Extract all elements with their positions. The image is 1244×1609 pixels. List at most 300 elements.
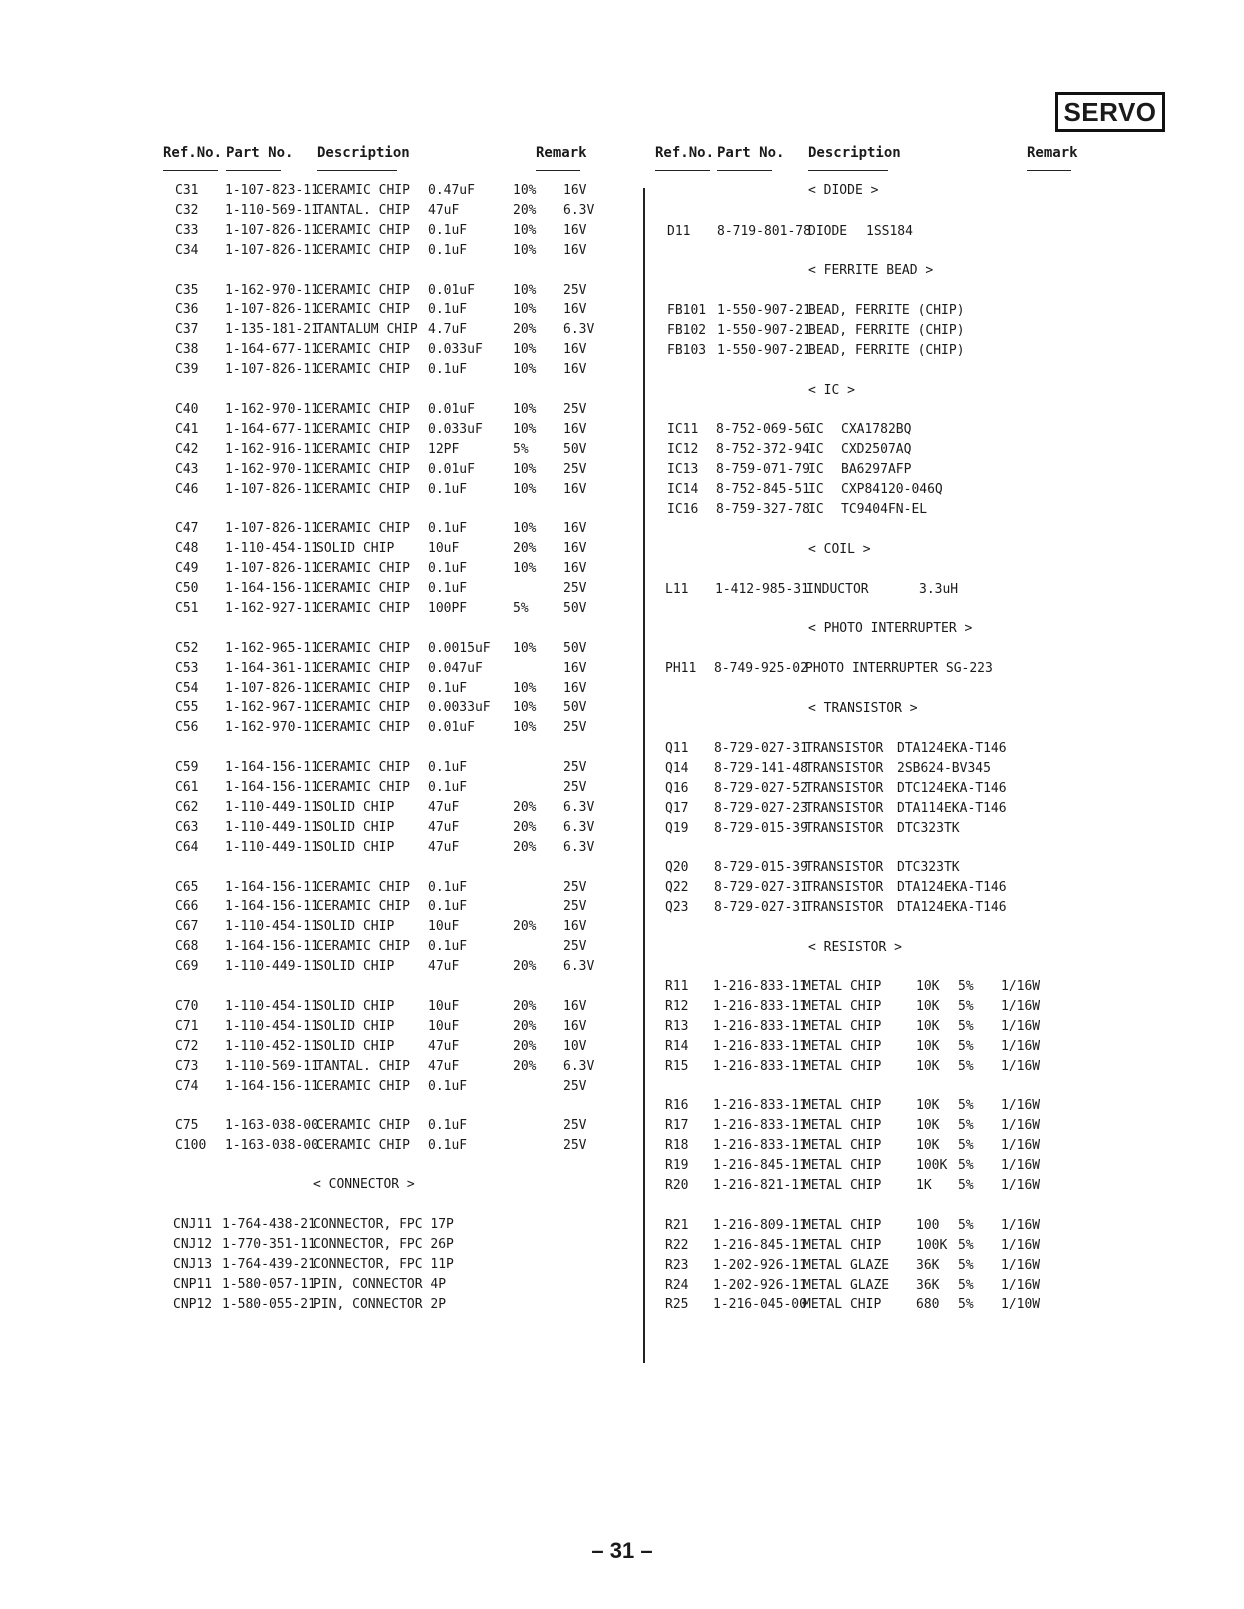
cell: 47uF	[428, 819, 460, 835]
cell: 0.01uF	[428, 401, 475, 417]
cell: 20%	[513, 819, 537, 835]
cell: PIN, CONNECTOR 2P	[313, 1296, 447, 1312]
cell: 8-729-015-39	[714, 820, 808, 836]
cell: METAL CHIP	[803, 1178, 882, 1193]
cell: IC	[808, 461, 824, 477]
cell: 5%	[958, 1277, 974, 1293]
cell: C64	[175, 839, 199, 855]
cell: 1/16W	[1001, 1178, 1041, 1193]
cell: 1-550-907-21	[717, 342, 811, 358]
cell: DTC323TK	[897, 820, 960, 836]
cell: 10uF	[428, 541, 460, 557]
cell: 1-216-833-11	[713, 1018, 807, 1034]
cell: 10%	[513, 183, 537, 198]
cell: 10%	[513, 561, 537, 577]
cell: IC14	[667, 481, 699, 497]
cell: 1-216-845-11	[713, 1158, 807, 1174]
cell: DTA124EKA-T146	[897, 741, 1007, 756]
cell: 16V	[563, 521, 587, 537]
cell: 5%	[513, 600, 529, 616]
cell: FB102	[667, 322, 707, 338]
cell: C41	[175, 421, 199, 437]
cell: 12PF	[428, 441, 460, 457]
cell: 10%	[513, 421, 537, 437]
cell: 16V	[563, 660, 587, 676]
cell: C35	[175, 282, 199, 298]
cell: C46	[175, 481, 199, 497]
cell: 20%	[513, 1038, 537, 1054]
cell: 1/16W	[1001, 1277, 1041, 1293]
header-ref-no: Ref.No.	[655, 145, 715, 161]
cell: 10%	[513, 401, 537, 417]
cell: 1-162-967-11	[225, 700, 319, 716]
cell: CONNECTOR, FPC 17P	[313, 1217, 454, 1232]
cell: 5%	[958, 1237, 974, 1253]
cell: 1-162-970-11	[225, 720, 319, 736]
cell: 47uF	[428, 959, 460, 975]
cell: 16V	[563, 541, 587, 557]
cell: Q14	[665, 760, 689, 776]
cell: METAL CHIP	[803, 1237, 882, 1253]
cell: 1-770-351-11	[222, 1236, 316, 1252]
cell: 1-110-452-11	[225, 1038, 319, 1054]
section-heading: < COIL >	[808, 542, 871, 557]
page-number: – 31 –	[591, 1538, 653, 1563]
cell: 1-164-677-11	[225, 421, 319, 437]
section-title-box: SERVO	[1055, 92, 1165, 132]
header-description: Description	[808, 145, 901, 161]
cell: R16	[665, 1098, 689, 1114]
cell: 5%	[958, 1217, 974, 1233]
cell: 0.1uF	[428, 561, 468, 577]
cell: CERAMIC CHIP	[316, 700, 410, 716]
cell: CERAMIC CHIP	[316, 441, 410, 457]
cell: BEAD, FERRITE (CHIP)	[808, 303, 965, 318]
cell: CNJ13	[173, 1256, 213, 1272]
cell: 1-110-454-11	[225, 541, 319, 557]
cell: L11	[665, 582, 689, 597]
cell: R15	[665, 1058, 689, 1074]
cell: 1-162-965-11	[225, 640, 319, 656]
cell: C71	[175, 1018, 199, 1034]
cell: 5%	[513, 441, 529, 457]
cell: C37	[175, 322, 199, 338]
underline	[717, 170, 772, 171]
cell: 1-202-926-11	[713, 1257, 807, 1273]
cell: 1-107-826-11	[225, 302, 319, 318]
cell: 0.1uF	[428, 939, 468, 955]
cell: 1-164-361-11	[225, 660, 319, 676]
cell: 36K	[916, 1277, 940, 1293]
cell: 10%	[513, 342, 537, 358]
cell: 8-729-027-31	[714, 900, 808, 916]
cell: CERAMIC CHIP	[316, 640, 410, 656]
cell: R11	[665, 979, 689, 994]
cell: 10K	[916, 998, 940, 1014]
cell: R12	[665, 998, 689, 1014]
cell: 16V	[563, 222, 587, 238]
cell: PHOTO INTERRUPTER SG-223	[805, 661, 993, 676]
cell: DIODE	[808, 224, 848, 239]
cell: 5%	[958, 1038, 974, 1054]
cell: CERAMIC CHIP	[316, 939, 410, 955]
cell: C61	[175, 780, 199, 795]
cell: 0.1uF	[428, 581, 468, 596]
cell: CERAMIC CHIP	[316, 242, 410, 258]
cell: 6.3V	[563, 322, 595, 338]
cell: 1-216-833-11	[713, 1098, 807, 1114]
cell: Q16	[665, 780, 689, 796]
underline	[163, 170, 218, 171]
cell: 36K	[916, 1257, 940, 1273]
cell: 50V	[563, 441, 587, 457]
cell: 8-752-372-94	[716, 441, 810, 457]
cell: C54	[175, 680, 199, 696]
cell: 8-729-015-39	[714, 860, 808, 876]
cell: 1-216-845-11	[713, 1237, 807, 1253]
cell: 1-580-055-21	[222, 1296, 316, 1312]
cell: CERAMIC CHIP	[316, 760, 410, 776]
cell: TRANSISTOR	[805, 760, 884, 776]
cell: CXD2507AQ	[841, 441, 912, 457]
cell: 20%	[513, 322, 537, 338]
cell: 10K	[916, 1018, 940, 1034]
cell: Q11	[665, 741, 689, 756]
cell: C52	[175, 640, 199, 656]
cell: 1-764-439-21	[222, 1256, 316, 1272]
cell: IC16	[667, 501, 699, 517]
cell: TANTAL. CHIP	[316, 202, 410, 218]
cell: 16V	[563, 183, 587, 198]
cell: 1-580-057-11	[222, 1276, 316, 1292]
cell: 100PF	[428, 600, 468, 616]
cell: CERAMIC CHIP	[316, 421, 410, 437]
cell: C70	[175, 998, 199, 1014]
cell: 1-162-927-11	[225, 600, 319, 616]
cell: 0.0015uF	[428, 640, 491, 656]
cell: 8-759-327-78	[716, 501, 810, 517]
cell: 5%	[958, 1098, 974, 1114]
underline	[536, 170, 580, 171]
cell: 4.7uF	[428, 322, 468, 338]
cell: IC13	[667, 461, 699, 477]
cell: C75	[175, 1118, 199, 1134]
header-remark: Remark	[1027, 145, 1078, 161]
cell: 1-135-181-21	[225, 322, 319, 338]
cell: 0.1uF	[428, 879, 468, 895]
cell: 1-164-156-11	[225, 760, 319, 776]
header-ref-no: Ref.No.	[163, 145, 223, 161]
cell: CERAMIC CHIP	[316, 581, 410, 596]
cell: R21	[665, 1217, 689, 1233]
cell: TRANSISTOR	[805, 880, 884, 896]
cell: 5%	[958, 979, 974, 994]
cell: C53	[175, 660, 199, 676]
cell: 1-216-833-11	[713, 1058, 807, 1074]
cell: 25V	[563, 581, 587, 596]
cell: DTA114EKA-T146	[897, 800, 1007, 816]
cell: 8-752-845-51	[716, 481, 810, 497]
cell: 1/16W	[1001, 1038, 1041, 1054]
cell: D11	[667, 224, 691, 239]
cell: 25V	[563, 401, 587, 417]
cell: 25V	[563, 720, 587, 736]
cell: C34	[175, 242, 199, 258]
header-remark: Remark	[536, 145, 587, 161]
cell: 16V	[563, 342, 587, 358]
cell: 5%	[958, 1178, 974, 1193]
cell: TRANSISTOR	[805, 800, 884, 816]
cell: R18	[665, 1138, 689, 1154]
cell: 10K	[916, 1098, 940, 1114]
cell: CNJ11	[173, 1217, 213, 1232]
cell: SOLID CHIP	[316, 541, 395, 557]
section-heading: < TRANSISTOR >	[808, 701, 918, 716]
cell: 1/16W	[1001, 1018, 1041, 1034]
cell: TANTALUM CHIP	[316, 322, 418, 338]
cell: IC	[808, 422, 824, 437]
cell: TRANSISTOR	[805, 820, 884, 836]
cell: 1-216-045-00	[713, 1297, 807, 1313]
cell: BEAD, FERRITE (CHIP)	[808, 342, 965, 358]
cell: 8-729-027-31	[714, 880, 808, 896]
cell: 25V	[563, 939, 587, 955]
cell: 20%	[513, 202, 537, 218]
cell: 10uF	[428, 1018, 460, 1034]
cell: Q22	[665, 880, 689, 896]
cell: FB101	[667, 303, 707, 318]
cell: 10V	[563, 1038, 587, 1054]
cell: 10%	[513, 700, 537, 716]
cell: 0.1uF	[428, 1138, 468, 1154]
cell: 1-107-826-11	[225, 561, 319, 577]
cell: 100	[916, 1217, 940, 1233]
cell: 0.1uF	[428, 481, 468, 497]
cell: CERAMIC CHIP	[316, 720, 410, 736]
cell: TRANSISTOR	[805, 900, 884, 916]
cell: 1-110-569-11	[225, 202, 319, 218]
cell: 16V	[563, 481, 587, 497]
cell: 50V	[563, 640, 587, 656]
cell: 1-764-438-21	[222, 1217, 316, 1232]
cell: 10%	[513, 282, 537, 298]
cell: 1-550-907-21	[717, 303, 811, 318]
cell: C67	[175, 919, 199, 935]
cell: CNJ12	[173, 1236, 213, 1252]
cell: 1/16W	[1001, 1237, 1041, 1253]
cell: 5%	[958, 1118, 974, 1134]
cell: 1-110-454-11	[225, 1018, 319, 1034]
cell: METAL CHIP	[803, 1217, 882, 1233]
cell: 47uF	[428, 202, 460, 218]
cell: C43	[175, 461, 199, 477]
underline	[808, 170, 888, 171]
cell: 47uF	[428, 1058, 460, 1074]
cell: 5%	[958, 1257, 974, 1273]
cell: METAL CHIP	[803, 1058, 882, 1074]
cell: 6.3V	[563, 959, 595, 975]
cell: 10%	[513, 302, 537, 318]
cell: 10K	[916, 1038, 940, 1054]
section-heading: < FERRITE BEAD >	[808, 263, 934, 278]
cell: 10%	[513, 640, 537, 656]
cell: 5%	[958, 1297, 974, 1313]
section-heading: < RESISTOR >	[808, 940, 902, 955]
cell: C39	[175, 362, 199, 378]
cell: CERAMIC CHIP	[316, 1118, 410, 1134]
cell: 50V	[563, 700, 587, 716]
cell: 1-164-156-11	[225, 1078, 319, 1094]
cell: 1/16W	[1001, 998, 1041, 1014]
cell: CNP11	[173, 1276, 213, 1292]
cell: 1/16W	[1001, 1058, 1041, 1074]
cell: SOLID CHIP	[316, 1018, 395, 1034]
cell: 1/16W	[1001, 1118, 1041, 1134]
cell: 0.1uF	[428, 242, 468, 258]
cell: 2SB624-BV345	[897, 760, 991, 776]
cell: 25V	[563, 899, 587, 915]
header-part-no: Part No.	[226, 145, 294, 161]
cell: 0.1uF	[428, 680, 468, 696]
cell: 10%	[513, 362, 537, 378]
cell: 1/16W	[1001, 1217, 1041, 1233]
cell: 5%	[958, 1158, 974, 1174]
cell: 1-216-833-11	[713, 1118, 807, 1134]
cell: 47uF	[428, 839, 460, 855]
cell: IC	[808, 501, 824, 517]
cell: Q19	[665, 820, 689, 836]
cell: 5%	[958, 1138, 974, 1154]
cell: C36	[175, 302, 199, 318]
cell: CERAMIC CHIP	[316, 401, 410, 417]
cell: 1/16W	[1001, 1257, 1041, 1273]
cell: 8-729-027-52	[714, 780, 808, 796]
cell: METAL CHIP	[803, 1098, 882, 1114]
cell: 0.1uF	[428, 780, 468, 795]
cell: 1-110-449-11	[225, 799, 319, 815]
cell: 16V	[563, 302, 587, 318]
cell: INDUCTOR	[806, 582, 869, 597]
header-part-no: Part No.	[717, 145, 785, 161]
cell: 1-164-156-11	[225, 780, 319, 795]
cell: CERAMIC CHIP	[316, 1138, 410, 1154]
cell: 6.3V	[563, 819, 595, 835]
cell: 3.3uH	[919, 582, 959, 597]
cell: METAL CHIP	[803, 1118, 882, 1134]
cell: 8-729-027-23	[714, 800, 808, 816]
cell: 25V	[563, 461, 587, 477]
cell: 8-719-801-78	[717, 224, 811, 239]
cell: 1/16W	[1001, 1098, 1041, 1114]
cell: METAL GLAZE	[803, 1257, 890, 1273]
cell: C31	[175, 183, 199, 198]
cell: C74	[175, 1078, 199, 1094]
cell: CXA1782BQ	[841, 422, 912, 437]
cell: CERAMIC CHIP	[316, 1078, 410, 1094]
cell: C48	[175, 541, 199, 557]
cell: C51	[175, 600, 199, 616]
cell: 20%	[513, 919, 537, 935]
cell: 25V	[563, 1138, 587, 1154]
cell: C62	[175, 799, 199, 815]
cell: 50V	[563, 600, 587, 616]
underline	[1027, 170, 1071, 171]
cell: 1-216-809-11	[713, 1217, 807, 1233]
cell: 10uF	[428, 998, 460, 1014]
cell: 1-162-970-11	[225, 282, 319, 298]
cell: 1/16W	[1001, 979, 1041, 994]
cell: CERAMIC CHIP	[316, 222, 410, 238]
cell: C32	[175, 202, 199, 218]
cell: 1-164-156-11	[225, 899, 319, 915]
cell: CERAMIC CHIP	[316, 461, 410, 477]
cell: METAL CHIP	[803, 1297, 882, 1313]
cell: PIN, CONNECTOR 4P	[313, 1276, 447, 1292]
cell: CXP84120-046Q	[841, 481, 943, 497]
cell: 5%	[958, 1018, 974, 1034]
cell: R17	[665, 1118, 689, 1134]
cell: CERAMIC CHIP	[316, 660, 410, 676]
cell: 1-107-826-11	[225, 521, 319, 537]
cell: 0.1uF	[428, 222, 468, 238]
section-heading: < PHOTO INTERRUPTER >	[808, 621, 973, 636]
cell: 5%	[958, 1058, 974, 1074]
cell: 1/16W	[1001, 1158, 1041, 1174]
cell: METAL CHIP	[803, 1038, 882, 1054]
cell: 1-164-156-11	[225, 581, 319, 596]
cell: 6.3V	[563, 799, 595, 815]
cell: 1-216-833-11	[713, 979, 807, 994]
cell: Q20	[665, 860, 689, 876]
cell: R20	[665, 1178, 689, 1193]
cell: 6.3V	[563, 1058, 595, 1074]
cell: CERAMIC CHIP	[316, 899, 410, 915]
cell: C38	[175, 342, 199, 358]
cell: TC9404FN-EL	[841, 501, 928, 517]
cell: R14	[665, 1038, 689, 1054]
cell: 1-162-970-11	[225, 461, 319, 477]
cell: 1-412-985-31	[715, 582, 809, 597]
column-divider	[643, 188, 645, 1363]
cell: 1-107-826-11	[225, 680, 319, 696]
cell: 5%	[958, 998, 974, 1014]
cell: 10%	[513, 461, 537, 477]
cell: CERAMIC CHIP	[316, 183, 410, 198]
cell: 1-110-449-11	[225, 959, 319, 975]
cell: 0.1uF	[428, 521, 468, 537]
cell: 16V	[563, 998, 587, 1014]
cell: 47uF	[428, 799, 460, 815]
cell: C40	[175, 401, 199, 417]
cell: 8-752-069-56	[716, 422, 810, 437]
cell: 0.1uF	[428, 899, 468, 915]
cell: 20%	[513, 1058, 537, 1074]
cell: IC	[808, 441, 824, 457]
cell: 1-110-454-11	[225, 998, 319, 1014]
cell: 16V	[563, 1018, 587, 1034]
cell: 1-202-926-11	[713, 1277, 807, 1293]
cell: 10%	[513, 680, 537, 696]
cell: FB103	[667, 342, 707, 358]
cell: 10K	[916, 1058, 940, 1074]
cell: 1-164-156-11	[225, 879, 319, 895]
cell: CERAMIC CHIP	[316, 879, 410, 895]
cell: PH11	[665, 661, 697, 676]
cell: 10K	[916, 1138, 940, 1154]
cell: R13	[665, 1018, 689, 1034]
cell: 1/10W	[1001, 1297, 1041, 1313]
cell: METAL CHIP	[803, 979, 882, 994]
